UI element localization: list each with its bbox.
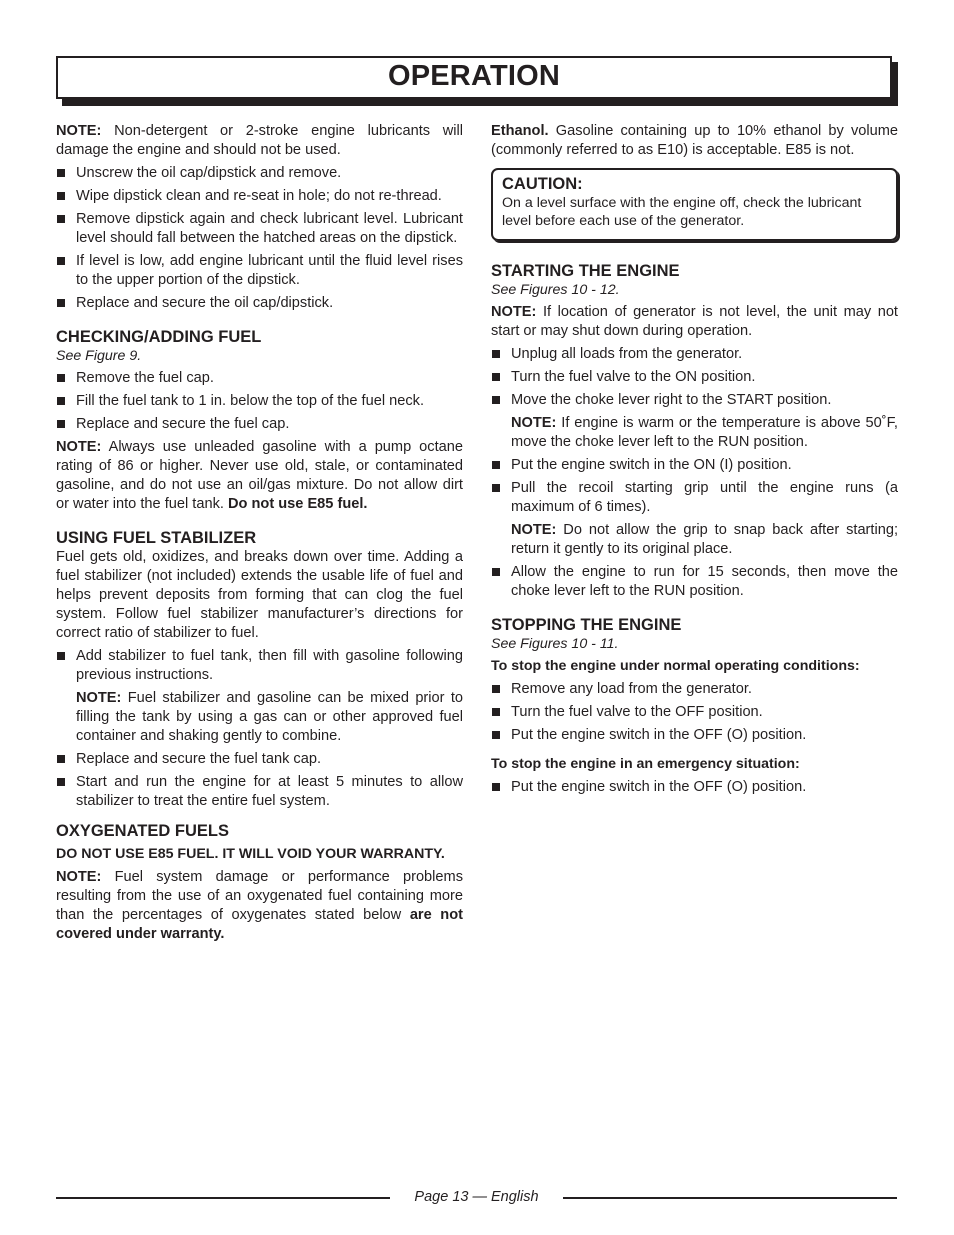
- list-item: Replace and secure the fuel tank cap.: [56, 750, 463, 769]
- square-bullet-icon: [57, 374, 65, 382]
- list-item: Unplug all loads from the generator.: [491, 345, 898, 364]
- section-heading-stopping: STOPPING THE ENGINE: [491, 616, 682, 634]
- list-item: Add stabilizer to fuel tank, then fill with gasoline following previous instructions.: [56, 647, 463, 685]
- square-bullet-icon: [57, 215, 65, 223]
- section-heading-starting: STARTING THE ENGINE: [491, 262, 680, 280]
- list-item: Turn the fuel valve to the ON position.: [491, 368, 898, 387]
- list-item: Remove the fuel cap.: [56, 369, 463, 388]
- list-item: Allow the engine to run for 15 seconds, then move the choke lever left to the RUN position.: [491, 563, 898, 601]
- emergency-stop-list: [491, 778, 898, 797]
- square-bullet-icon: [492, 461, 500, 469]
- stabilizer-steps-list: [56, 647, 463, 685]
- note-text: Non-detergent or 2-stroke engine lubricants will damage the engine and should not be used.: [56, 123, 463, 158]
- caution-title: CAUTION:: [502, 175, 583, 193]
- ethanol-paragraph: Ethanol. Gasoline containing up to 10% ethanol by volume (commonly referred to as E10) is acceptable. E85 is not.: [491, 123, 898, 158]
- square-bullet-icon: [492, 783, 500, 791]
- square-bullet-icon: [492, 568, 500, 576]
- list-item: Turn the fuel valve to the OFF position.: [491, 703, 898, 722]
- list-item: Put the engine switch in the OFF (O) position.: [491, 778, 898, 797]
- list-item: Pull the recoil starting grip until the engine runs (a maximum of 6 times).: [491, 479, 898, 517]
- square-bullet-icon: [492, 731, 500, 739]
- list-item: Remove dipstick again and check lubricant level. Lubricant level should fall between the hatched areas on the dipstick.: [56, 210, 463, 248]
- square-bullet-icon: [492, 373, 500, 381]
- grip-note: NOTE: Do not allow the grip to snap back after starting; return it gently to its original place.: [511, 522, 898, 557]
- section-heading-fuel: CHECKING/ADDING FUEL: [56, 328, 262, 346]
- stabilizer-steps-list-2: [56, 750, 463, 811]
- square-bullet-icon: [492, 685, 500, 693]
- oil-steps-list: [56, 164, 463, 313]
- list-item: Unscrew the oil cap/dipstick and remove.: [56, 164, 463, 183]
- list-item: Start and run the engine for at least 5 minutes to allow stabilizer to treat the entire fuel system.: [56, 773, 463, 811]
- square-bullet-icon: [57, 420, 65, 428]
- list-item: Wipe dipstick clean and re-seat in hole; do not re-thread.: [56, 187, 463, 206]
- square-bullet-icon: [492, 484, 500, 492]
- square-bullet-icon: [492, 396, 500, 404]
- note-label: NOTE:: [56, 123, 102, 139]
- stabilizer-text: Fuel gets old, oxidizes, and breaks down over time. Adding a fuel stabilizer (not included) extends the usable life of fuel and helps prevent deposits from forming that can clog the fuel system. Follow fuel stabilizer manufacturer’s directions for correct ratio of stabilizer to fuel.: [56, 549, 463, 641]
- starting-steps-list-2: [491, 456, 898, 517]
- list-item: Put the engine switch in the ON (I) position.: [491, 456, 898, 475]
- list-item: Remove any load from the generator.: [491, 680, 898, 699]
- list-item: Move the choke lever right to the START position.: [491, 391, 898, 410]
- caution-text: On a level surface with the engine off, check the lubricant level before each use of the generator.: [502, 195, 862, 229]
- square-bullet-icon: [57, 755, 65, 763]
- square-bullet-icon: [57, 397, 65, 405]
- square-bullet-icon: [57, 778, 65, 786]
- normal-stop-lead: To stop the engine under normal operating conditions:: [491, 658, 860, 674]
- list-item: Replace and secure the oil cap/dipstick.: [56, 294, 463, 313]
- fuel-steps-list: [56, 369, 463, 434]
- list-item: Fill the fuel tank to 1 in. below the top of the fuel neck.: [56, 392, 463, 411]
- square-bullet-icon: [57, 257, 65, 265]
- page-title: OPERATION: [387, 60, 561, 92]
- figure-reference: See Figures 10 - 12.: [491, 282, 620, 298]
- square-bullet-icon: [57, 169, 65, 177]
- footer-rule: [56, 1197, 390, 1199]
- normal-stop-list: [491, 680, 898, 745]
- square-bullet-icon: [492, 350, 500, 358]
- figure-reference: See Figures 10 - 11.: [491, 636, 619, 652]
- starting-note: NOTE: If location of generator is not level, the unit may not start or may shut down during operation.: [491, 304, 898, 339]
- starting-steps-list-3: [491, 563, 898, 601]
- right-column: [491, 122, 898, 801]
- starting-steps-list: [491, 345, 898, 410]
- choke-note: NOTE: If engine is warm or the temperature is above 50˚F, move the choke lever left to the RUN position.: [511, 415, 898, 450]
- fuel-note: NOTE: Always use unleaded gasoline with a pump octane rating of 86 or higher. Never use old, stale, or contaminated gasoline, and do not use an oil/gas mixture. Do not allow dirt or water into the fuel tank. Do not use E85 fuel.: [56, 439, 463, 512]
- caution-box: [491, 168, 898, 241]
- section-heading-stabilizer: USING FUEL STABILIZER: [56, 529, 257, 547]
- left-column: [56, 122, 463, 948]
- emergency-stop-lead: To stop the engine in an emergency situation:: [491, 756, 800, 772]
- oxygenated-note: NOTE: Fuel system damage or performance problems resulting from the use of an oxygenated fuel containing more than the percentages of oxygenates stated below are not covered under warranty.: [56, 869, 463, 942]
- footer-rule: [563, 1197, 897, 1199]
- square-bullet-icon: [57, 299, 65, 307]
- warranty-warning: DO NOT USE E85 FUEL. IT WILL VOID YOUR WARRANTY.: [56, 846, 445, 862]
- list-item: If level is low, add engine lubricant until the fluid level rises to the upper portion of the dipstick.: [56, 252, 463, 290]
- square-bullet-icon: [57, 192, 65, 200]
- list-item: Replace and secure the fuel cap.: [56, 415, 463, 434]
- section-heading-oxygenated: OXYGENATED FUELS: [56, 822, 229, 840]
- square-bullet-icon: [57, 652, 65, 660]
- list-item: Put the engine switch in the OFF (O) position.: [491, 726, 898, 745]
- square-bullet-icon: [492, 708, 500, 716]
- page-number: Page 13 — English: [414, 1189, 539, 1205]
- figure-reference: See Figure 9.: [56, 348, 142, 364]
- intro-note: [56, 122, 463, 160]
- stabilizer-note: NOTE: Fuel stabilizer and gasoline can be mixed prior to filling the tank by using a gas can or other approved fuel container and shaking gently to combine.: [76, 690, 463, 744]
